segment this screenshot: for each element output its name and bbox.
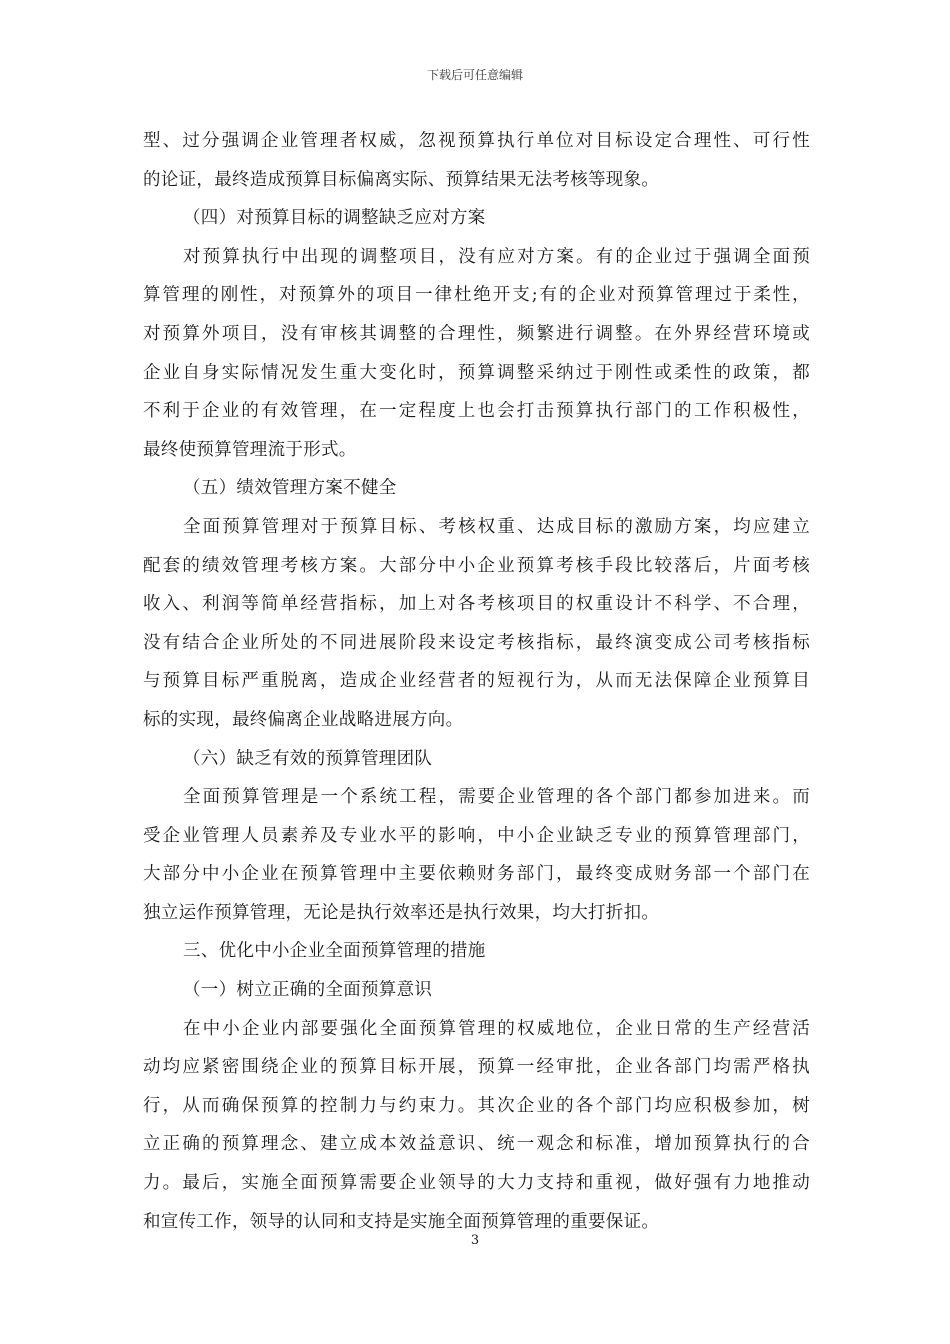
text-line: 最终使预算管理流于形式。 xyxy=(143,439,357,460)
text-line: 企业自身实际情况发生重大变化时，预算调整采纳过于刚性或柔性的政策，都 xyxy=(143,362,810,383)
page-number: 3 xyxy=(470,1233,480,1248)
text-line: 全面预算管理是一个系统工程，需要企业管理的各个部门都参加进来。而 xyxy=(183,787,810,808)
text-line: 与预算目标严重脱离，造成企业经营者的短视行为，从而无法保障企业预算目 xyxy=(143,671,810,692)
text-line: （四）对预算目标的调整缺乏应对方案 xyxy=(183,208,486,229)
text-line: 大部分中小企业在预算管理中主要依赖财务部门，最终变成财务部一个部门在 xyxy=(143,864,810,885)
text-line: （六）缺乏有效的预算管理团队 xyxy=(183,748,433,769)
page-header: 下载后可任意编辑 xyxy=(426,68,523,82)
text-line: 标的实现，最终偏离企业战略进展方向。 xyxy=(143,709,464,730)
text-line: 型、过分强调企业管理者权威，忽视预算执行单位对目标设定合理性、可行性 xyxy=(143,131,810,151)
text-line: 力。最后，实施全面预算需要企业领导的大力支持和重视，做好强有力地推动 xyxy=(143,1173,810,1194)
text-line: 的论证，最终造成预算目标偏离实际、预算结果无法考核等现象。 xyxy=(143,169,660,190)
text-line: （五）绩效管理方案不健全 xyxy=(183,478,397,499)
text-line: 动均应紧密围绕企业的预算目标开展，预算一经审批，企业各部门均需严格执 xyxy=(143,1057,810,1078)
text-line: 行，从而确保预算的控制力与约束力。其次企业的各个部门均应积极参加，树 xyxy=(143,1095,810,1116)
text-line: 独立运作预算管理，无论是执行效率还是执行效果，均大打折扣。 xyxy=(143,902,660,923)
text-line: （一）树立正确的全面预算意识 xyxy=(183,980,433,1001)
text-line: 立正确的预算理念、建立成本效益意识、统一观念和标准，增加预算执行的合 xyxy=(143,1134,810,1155)
text-line: 算管理的刚性，对预算外的项目一律杜绝开支;有的企业对预算管理过于柔性， xyxy=(143,285,810,306)
text-line: 对预算外项目，没有审核其调整的合理性，频繁进行调整。在外界经营环境或 xyxy=(143,323,810,344)
text-line: 对预算执行中出现的调整项目，没有应对方案。有的企业过于强调全面预 xyxy=(183,246,810,267)
text-line: 和宣传工作，领导的认同和支持是实施全面预算管理的重要保证。 xyxy=(143,1211,660,1232)
body-text xyxy=(143,122,810,1241)
text-line: 不利于企业的有效管理，在一定程度上也会打击预算执行部门的工作积极性， xyxy=(143,401,810,422)
text-line: 没有结合企业所处的不同进展阶段来设定考核指标，最终演变成公司考核指标 xyxy=(143,632,810,653)
text-line: 在中小企业内部要强化全面预算管理的权威地位，企业日常的生产经营活 xyxy=(183,1018,810,1039)
text-line: 三、优化中小企业全面预算管理的措施 xyxy=(183,941,486,962)
text-line: 收入、利润等简单经营指标，加上对各考核项目的权重设计不科学、不合理， xyxy=(143,594,810,615)
text-line: 配套的绩效管理考核方案。大部分中小企业预算考核手段比较落后，片面考核 xyxy=(143,555,810,576)
text-line: 受企业管理人员素养及专业水平的影响，中小企业缺乏专业的预算管理部门， xyxy=(143,825,810,846)
text-line: 全面预算管理对于预算目标、考核权重、达成目标的激励方案，均应建立 xyxy=(183,516,810,537)
